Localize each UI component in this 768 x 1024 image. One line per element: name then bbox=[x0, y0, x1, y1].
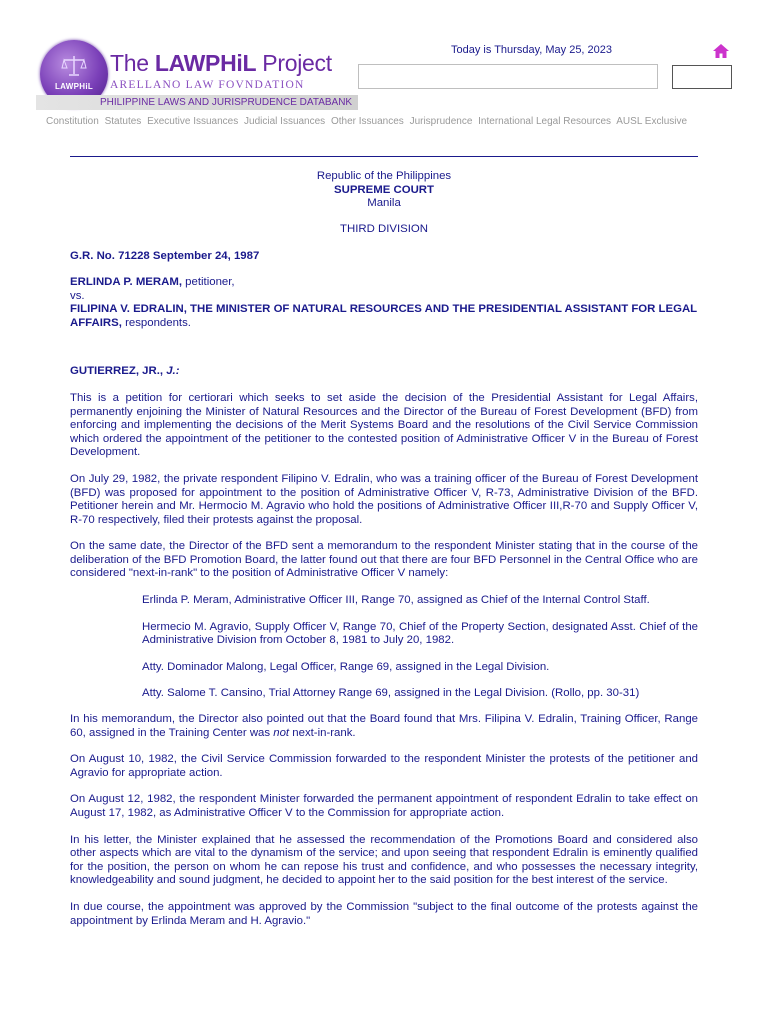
paragraph-7: In his letter, the Minister explained that he assessed the recommendation of the Promotions Board and considered also other aspects which are vital to the dynamism of the service; and upon seeing that respondent Edralin is eminently qualified for the position, the person on whom he can repose his trust and confidence, and who possesses the necessary integrity, knowledgeability and sound judgment, he decided to appoint her to the said position for the best interest of the service. bbox=[70, 833, 698, 887]
quote-1: Erlinda P. Meram, Administrative Officer III, Range 70, assigned as Chief of the Internal Control Staff. bbox=[142, 594, 650, 607]
brand-title-prefix: The bbox=[110, 50, 155, 76]
site-header bbox=[0, 0, 768, 150]
paragraph-3: On the same date, the Director of the BFD sent a memorandum to the respondent Minister stating that in the course of the deliberation of the BFD Promotion Board, the latter found out that there are four BFD Personnel in the Central Office who are considered "next-in-rank" to the position of Administrative Officer V namely: bbox=[70, 540, 698, 580]
nav-ausl-exclusive[interactable]: AUSL Exclusive bbox=[616, 116, 688, 127]
paragraph-1: This is a petition for certiorari which seeks to set aside the decision of the Presidential Assistant for Legal Affairs, permanently enjoining the Minister of Natural Resources and the Director of the Bureau of Forest Development (BFD) from enforcing and implementing the decisions of the Merit Systems Board and the resolutions of the Civil Service Commission which ordered the appointment of the petitioner to the contested position of Administrative Officer V in the Bureau of Forest Development. bbox=[70, 391, 698, 459]
respondents-line bbox=[70, 303, 698, 330]
quote-2: Hermecio M. Agravio, Supply Officer V, Range 70, Chief of the Property Section, designated Asst. Chief of the Administrative Division from October 8, 1981 to July 20, 1982. bbox=[142, 620, 698, 647]
brand-tagline: PHILIPPINE LAWS AND JURISPRUDENCE DATABANK bbox=[100, 97, 353, 108]
paragraph-2: On July 29, 1982, the private respondent Filipino V. Edralin, who was a training officer of the Bureau of Forest Development (BFD) was proposed for appointment to the position of Administrative Officer V, R-73, Administrative Division of the BFD. Petitioner herein and Mr. Hermocio M. Agravio who hold the positions of Administrative Officer III,R-70 and Supply Officer V, R-70 respectively, filed their protests against the proposal. bbox=[70, 472, 698, 526]
quote-4: Atty. Salome T. Cansino, Trial Attorney Range 69, assigned in the Legal Division. (Rollo, pp. 30-31) bbox=[142, 687, 640, 700]
logo-label: LAWPHiL bbox=[54, 82, 94, 91]
paragraph-4-emphasis: not bbox=[273, 726, 290, 739]
ponente-title: J.: bbox=[166, 365, 180, 378]
header-divider bbox=[70, 156, 698, 157]
nav-international-legal-resources[interactable]: International Legal Resources bbox=[478, 116, 612, 127]
search-input[interactable] bbox=[358, 64, 658, 89]
respondents-role: respondents. bbox=[121, 316, 191, 329]
paragraph-4-a: In his memorandum, the Director also pointed out that the Board found that Mrs. Filipina V. Edralin, Training Officer, Range 60, assigned in the Training Center was bbox=[70, 713, 698, 739]
nav-jurisprudence[interactable]: Jurisprudence bbox=[409, 116, 473, 127]
ponente-name: GUTIERREZ, JR., bbox=[70, 365, 167, 378]
decision-document bbox=[70, 170, 698, 928]
republic-heading: Republic of the Philippines bbox=[316, 170, 452, 182]
petitioner-role: petitioner, bbox=[182, 275, 235, 288]
nav-constitution[interactable]: Constitution bbox=[46, 116, 99, 127]
respondents-names: FILIPINA V. EDRALIN, THE MINISTER OF NATURAL RESOURCES AND THE PRESIDENTIAL ASSISTANT FOR LEGAL AFFAIRS, bbox=[70, 303, 697, 329]
paragraph-4 bbox=[70, 713, 698, 740]
nav-judicial-issuances[interactable]: Judicial Issuances bbox=[244, 116, 326, 127]
home-icon[interactable] bbox=[712, 43, 730, 59]
city-heading: Manila bbox=[367, 197, 401, 210]
brand-title-suffix: Project bbox=[256, 50, 332, 76]
ponente bbox=[70, 365, 698, 379]
petitioner-name: ERLINDA P. MERAM, bbox=[70, 275, 183, 288]
petitioner-line bbox=[70, 276, 698, 290]
paragraph-4-b: next-in-rank. bbox=[289, 726, 356, 739]
search-button[interactable] bbox=[672, 65, 732, 89]
brand-title[interactable] bbox=[110, 50, 332, 77]
brand-subtitle: ARELLANO LAW FOVNDATION bbox=[110, 79, 305, 91]
nav-other-issuances[interactable]: Other Issuances bbox=[330, 116, 404, 127]
scales-of-justice-icon bbox=[60, 54, 88, 78]
division-heading: THIRD DIVISION bbox=[340, 222, 428, 235]
quote-3: Atty. Dominador Malong, Legal Officer, Range 69, assigned in the Legal Division. bbox=[142, 660, 550, 673]
brand-title-bold: LAWPHiL bbox=[154, 50, 257, 76]
paragraph-8: In due course, the appointment was approved by the Commission "subject to the final outcome of the protests against the appointment by Erlinda Meram and H. Agravio." bbox=[70, 900, 698, 927]
today-date: Today is Thursday, May 25, 2023 bbox=[451, 44, 613, 56]
versus: vs. bbox=[70, 289, 85, 302]
brand-tagline-bar bbox=[36, 95, 358, 110]
court-heading: SUPREME COURT bbox=[334, 183, 434, 196]
paragraph-5: On August 10, 1982, the Civil Service Commission forwarded to the respondent Minister the protests of the petitioner and Agravio for appropriate action. bbox=[70, 753, 698, 779]
nav-statutes[interactable]: Statutes bbox=[104, 116, 142, 127]
nav-executive-issuances[interactable]: Executive Issuances bbox=[147, 116, 239, 127]
main-nav bbox=[46, 116, 690, 127]
case-number: G.R. No. 71228 September 24, 1987 bbox=[70, 250, 260, 263]
paragraph-6: On August 12, 1982, the respondent Minister forwarded the permanent appointment of respondent Edralin to take effect on August 17, 1982, as Administrative Officer V to the Commission for appropriate action. bbox=[70, 793, 698, 819]
